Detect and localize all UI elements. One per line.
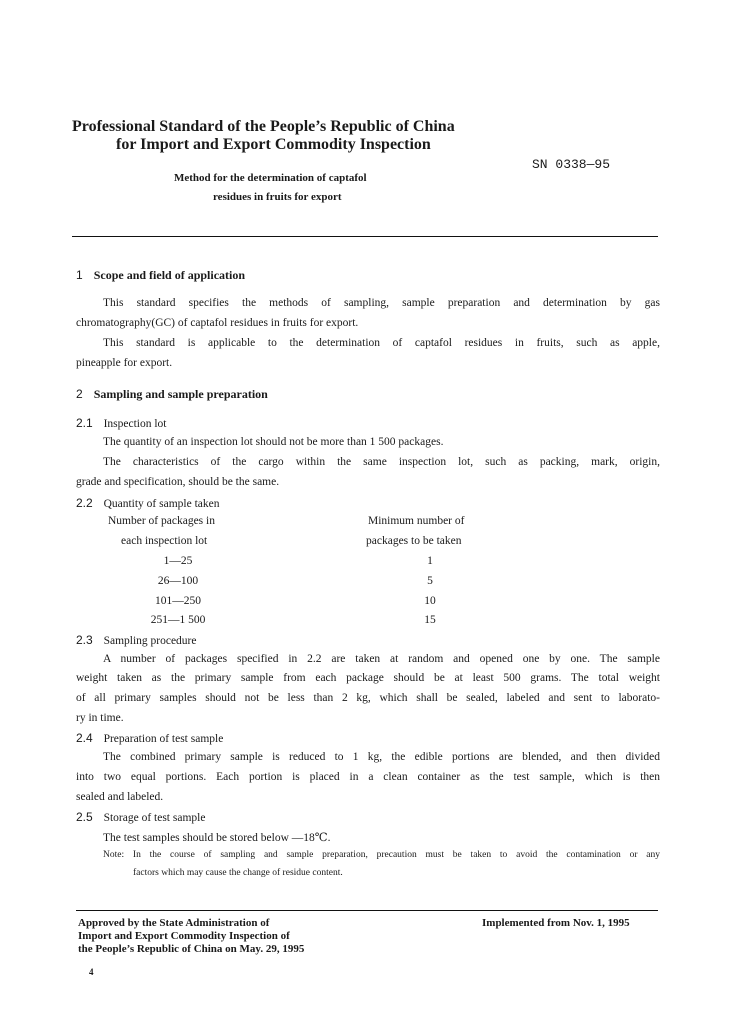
header-divider	[72, 236, 658, 237]
table-row-lot: 101—250	[155, 595, 201, 607]
section-1-paragraph-2-line-2: pineapple for export.	[76, 357, 173, 369]
approved-line-3: the People’s Republic of China on May. 29, 1995	[78, 943, 305, 955]
subsection-2-4-line-2: into two equal portions. Each portion is placed in a clean container as the test sample, which is then	[76, 771, 660, 783]
table-row-lot: 1—25	[163, 555, 193, 567]
note-line-2: factors which may cause the change of residue content.	[133, 868, 343, 878]
approved-line-1: Approved by the State Administration of	[78, 917, 270, 929]
subsection-2-1-paragraph-2-line-1: The characteristics of the cargo within the same inspection lot, such as packing, mark, origin,	[103, 456, 660, 468]
table-col1-header-line1: Number of packages in	[108, 515, 215, 527]
standard-number: SN 0338—95	[532, 157, 611, 172]
note-line-1: Note: In the course of sampling and sample preparation, precaution must be taken to avoid the contamination or any	[103, 850, 660, 860]
subsection-2-2-number: 2.2	[76, 496, 93, 510]
subsection-2-5-line-1: The test samples should be stored below —18℃.	[103, 832, 331, 844]
section-1-paragraph-2-line-1: This standard is applicable to the determination of captafol residues in fruits, such as apple,	[103, 337, 660, 349]
subsection-2-3-line-4: ry in time.	[76, 712, 124, 724]
subsection-2-3-line-1: A number of packages specified in 2.2 are taken at random and opened one by one. The sample	[103, 653, 660, 665]
subsection-2-4-number: 2.4	[76, 731, 93, 745]
table-row-min: 10	[424, 595, 436, 607]
subsection-2-4-heading	[76, 731, 223, 745]
subsection-2-4-line-3: sealed and labeled.	[76, 791, 164, 803]
subsection-2-4-title: Preparation of test sample	[103, 733, 224, 745]
section-1-paragraph-1-line-2: chromatography(GC) of captafol residues in fruits for export.	[76, 317, 359, 329]
subsection-2-1-paragraph-1: The quantity of an inspection lot should not be more than 1 500 packages.	[103, 436, 444, 448]
document-title-line1: Professional Standard of the People’s Republic of China	[72, 118, 455, 135]
subsection-2-5-heading	[76, 810, 205, 824]
section-1-title: Scope and field of application	[93, 268, 246, 282]
section-1-heading	[76, 268, 245, 283]
approved-line-2: Import and Export Commodity Inspection of	[78, 930, 290, 942]
table-row-lot: 26—100	[157, 575, 199, 587]
subsection-2-3-line-2: weight taken as the primary sample from each package should be at least 500 grams. The total weight	[76, 672, 660, 684]
section-1-paragraph-1-line-1: This standard specifies the methods of sampling, sample preparation and determination by gas	[103, 297, 660, 309]
section-2-number: 2	[76, 387, 83, 401]
subsection-2-1-title: Inspection lot	[103, 418, 167, 430]
section-1-number: 1	[76, 268, 83, 282]
subsection-2-5-number: 2.5	[76, 810, 93, 824]
table-row-min: 15	[424, 614, 436, 626]
footer-divider	[76, 910, 658, 911]
subsection-2-1-number: 2.1	[76, 416, 93, 430]
subsection-2-1-heading	[76, 416, 166, 430]
table-row-lot: 251—1 500	[150, 614, 206, 626]
subsection-2-3-heading	[76, 633, 197, 647]
table-col1-header-line2: each inspection lot	[121, 535, 208, 547]
table-col2-header-line2: packages to be taken	[366, 535, 462, 547]
subsection-2-3-line-3: of all primary samples should not be less than 2 kg, which shall be sealed, labeled and sent to laborato-	[76, 692, 660, 704]
page-number: 4	[89, 967, 94, 977]
subsection-2-3-title: Sampling procedure	[103, 635, 197, 647]
document-subtitle-line1: Method for the determination of captafol	[174, 172, 367, 184]
subsection-2-2-title: Quantity of sample taken	[103, 498, 220, 510]
subsection-2-3-number: 2.3	[76, 633, 93, 647]
table-col2-header-line1: Minimum number of	[368, 515, 465, 527]
document-subtitle-line2: residues in fruits for export	[213, 191, 342, 203]
section-2-heading	[76, 387, 268, 402]
subsection-2-1-paragraph-2-line-2: grade and specification, should be the same.	[76, 476, 280, 488]
section-2-title: Sampling and sample preparation	[93, 387, 268, 401]
document-title-line2: for Import and Export Commodity Inspection	[116, 136, 431, 153]
subsection-2-4-line-1: The combined primary sample is reduced to 1 kg, the edible portions are blended, and then divided	[103, 751, 660, 763]
table-row-min: 1	[427, 555, 433, 567]
implemented-date: Implemented from Nov. 1, 1995	[482, 917, 630, 929]
subsection-2-2-heading	[76, 496, 220, 510]
table-row-min: 5	[427, 575, 433, 587]
subsection-2-5-title: Storage of test sample	[103, 812, 206, 824]
